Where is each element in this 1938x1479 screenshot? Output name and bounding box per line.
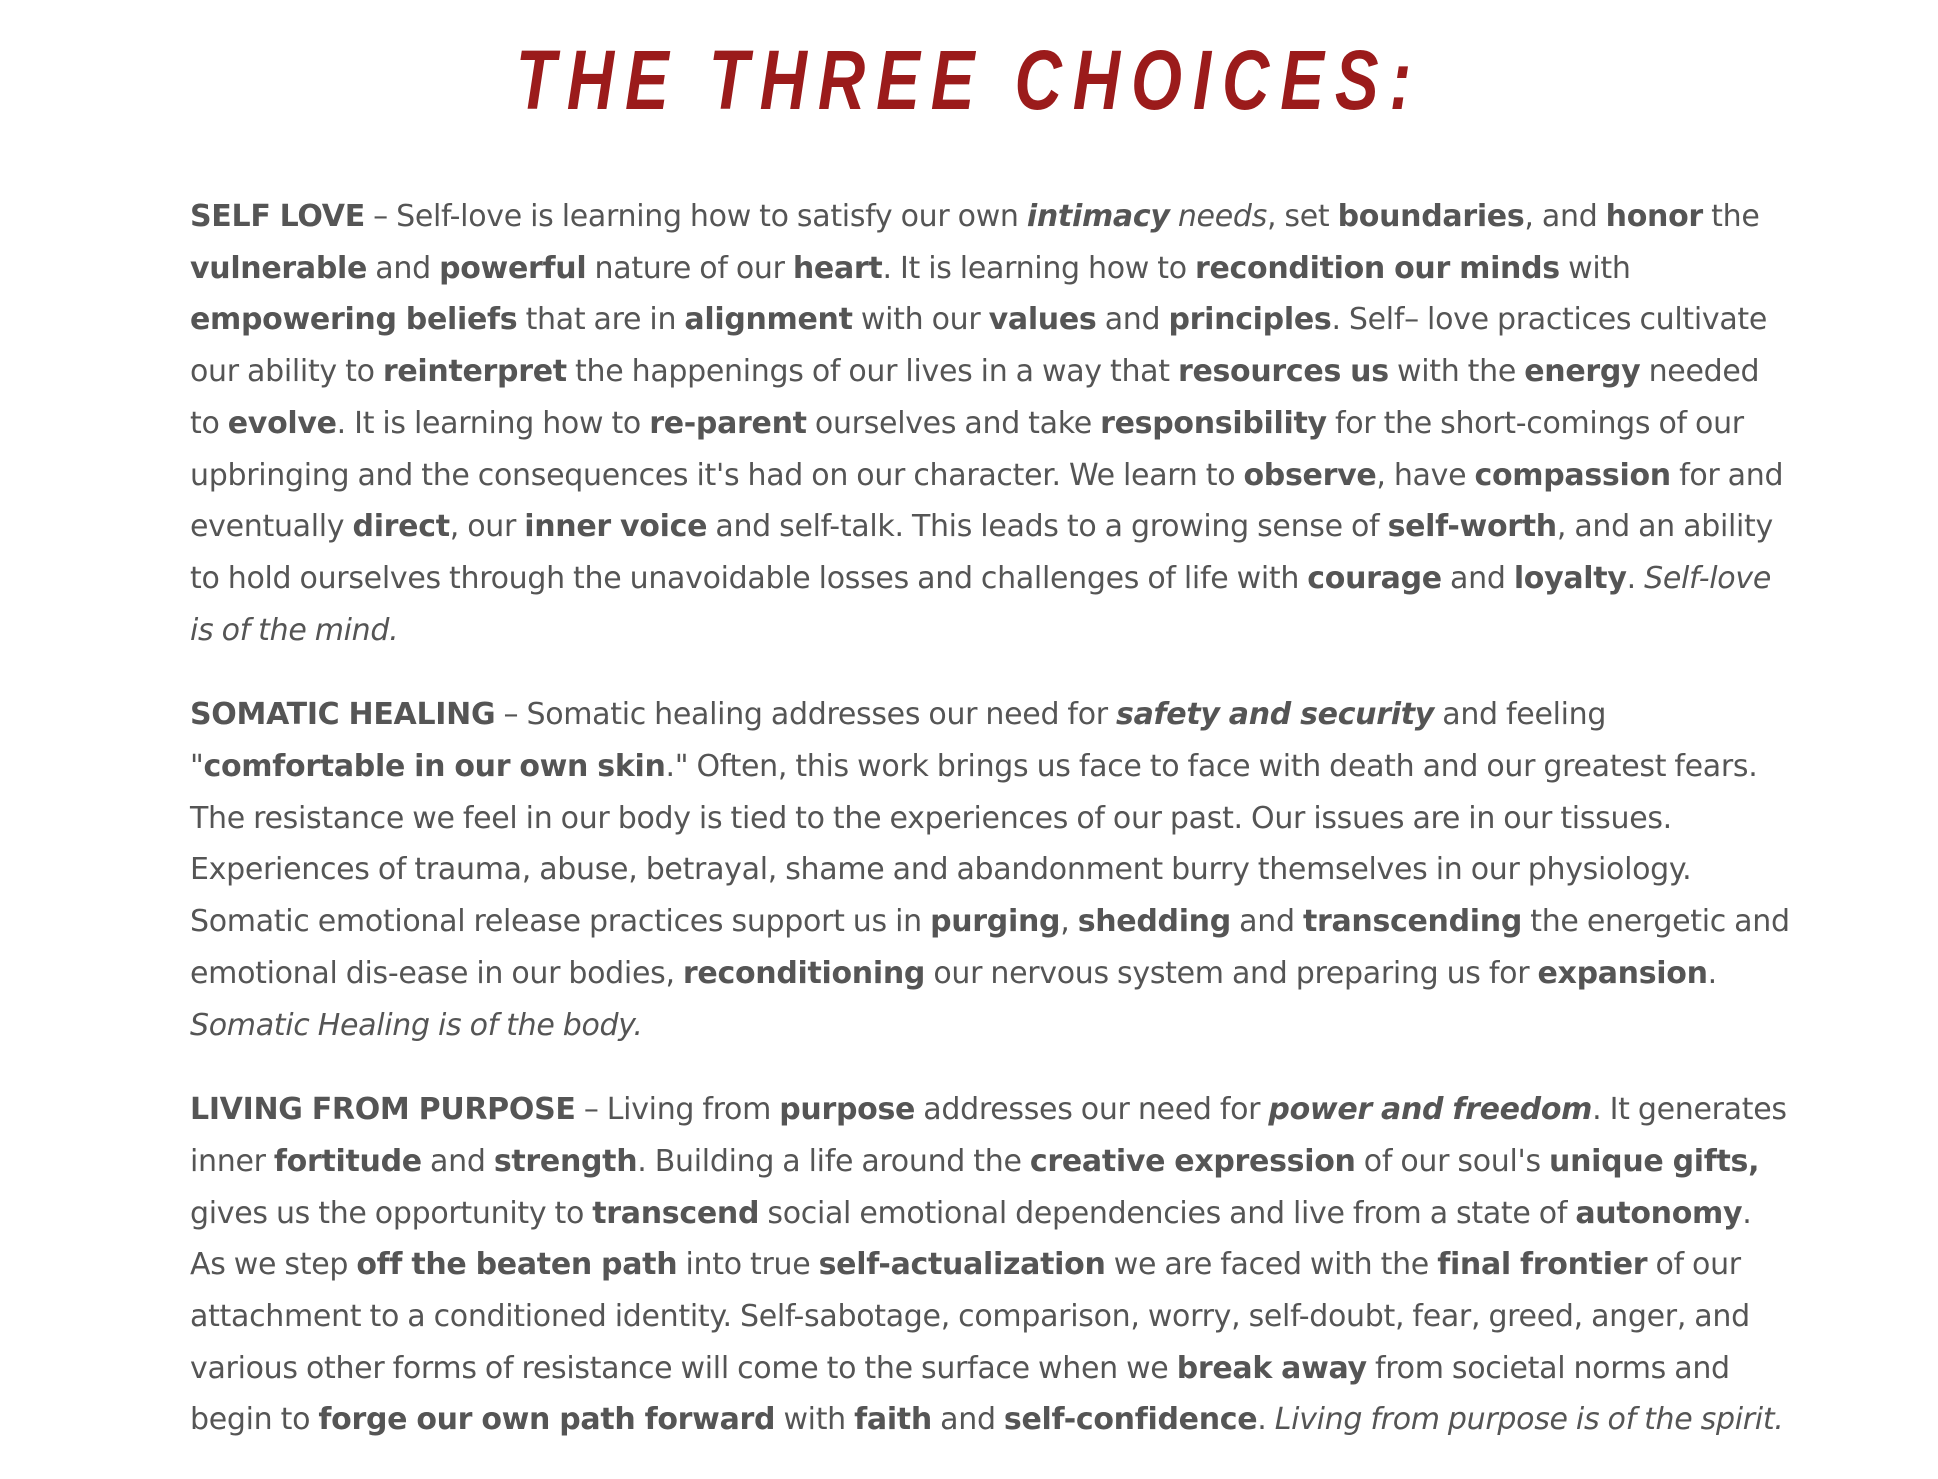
text-run: of our soul's — [1355, 1143, 1550, 1179]
section-somatic-healing — [190, 689, 1790, 1051]
text-run: . — [1707, 955, 1717, 991]
emphasis-bold: honor — [1605, 199, 1703, 234]
text-run: , set — [1266, 199, 1338, 234]
text-run: and self-talk. This leads to a growing sense of — [707, 509, 1388, 545]
section-heading: SOMATIC HEALING — [190, 697, 496, 733]
text-run: , our — [449, 509, 525, 545]
text-run: , have — [1376, 457, 1475, 493]
emphasis-bold: transcend — [592, 1195, 760, 1231]
text-run: for and eventually — [190, 457, 1784, 545]
section-heading: LIVING FROM PURPOSE — [190, 1092, 576, 1128]
emphasis-bold: self-actualization — [818, 1247, 1106, 1283]
text-run: gives us the opportunity to — [190, 1195, 593, 1231]
emphasis-bold: inner voice — [524, 509, 708, 545]
emphasis-bold: creative expression — [1029, 1143, 1356, 1179]
emphasis-bold: off the beaten path — [356, 1247, 678, 1283]
emphasis-bold: faith — [854, 1402, 932, 1438]
emphasis-bold: purpose — [779, 1092, 916, 1128]
emphasis-bold: strength — [493, 1143, 638, 1179]
emphasis-italic: Living from purpose is of the spirit. — [1274, 1402, 1784, 1438]
text-run: and feeling " — [190, 697, 1607, 785]
emphasis-bold: responsibility — [1100, 405, 1327, 441]
text-run: and — [1230, 904, 1303, 940]
emphasis-bold: empowering beliefs — [190, 302, 518, 338]
emphasis-bold: heart — [792, 250, 883, 286]
text-run: our nervous system and preparing us for — [925, 955, 1538, 991]
emphasis-italic: Self-love is of the mind. — [190, 560, 1771, 648]
text-run: – Somatic healing addresses our need for — [495, 697, 1117, 733]
section-living-from-purpose — [190, 1084, 1790, 1446]
text-run: and — [1096, 302, 1169, 338]
text-run: . It is learning how to — [882, 250, 1196, 286]
emphasis-bold: vulnerable — [190, 250, 368, 286]
emphasis-italic: needs — [1169, 199, 1267, 234]
emphasis-bold: observe — [1243, 457, 1377, 493]
emphasis-bold: energy — [1524, 354, 1641, 390]
emphasis-bold: alignment — [684, 302, 853, 338]
emphasis-bold-italic: safety and security — [1116, 697, 1435, 733]
emphasis-bold: powerful — [439, 250, 587, 286]
text-run: the happenings of our lives in a way that — [566, 354, 1178, 390]
emphasis-bold: self-confidence — [1003, 1402, 1258, 1438]
text-run: into true — [677, 1247, 819, 1283]
text-run: and — [421, 1143, 494, 1179]
text-run: , and — [1524, 199, 1606, 234]
text-run: nature of our — [586, 250, 793, 286]
emphasis-bold: break away — [1176, 1350, 1367, 1386]
text-run: and — [1441, 560, 1514, 596]
text-run: that are in — [517, 302, 685, 338]
emphasis-bold: recondition our minds — [1195, 250, 1560, 286]
emphasis-bold: principles — [1168, 302, 1332, 338]
text-run: we are faced with the — [1105, 1247, 1438, 1283]
text-run: . It is learning how to — [336, 405, 650, 441]
text-run: ourselves and take — [806, 405, 1101, 441]
text-run: and — [367, 250, 440, 286]
emphasis-bold: compassion — [1474, 457, 1671, 493]
emphasis-bold: loyalty — [1513, 560, 1627, 596]
text-run: and — [931, 1402, 1004, 1438]
emphasis-bold: autonomy — [1575, 1195, 1743, 1231]
emphasis-bold: reconditioning — [682, 955, 926, 991]
text-run: with — [1559, 250, 1631, 286]
section-heading: SELF LOVE — [190, 199, 365, 234]
text-run: . As we step — [190, 1195, 1752, 1283]
emphasis-bold: shedding — [1077, 904, 1231, 940]
text-run: the — [1702, 199, 1760, 234]
emphasis-bold: re-parent — [649, 405, 807, 441]
emphasis-bold: transcending — [1302, 904, 1523, 940]
page-title: THE THREE CHOICES: — [515, 33, 1423, 127]
emphasis-bold: final frontier — [1437, 1247, 1648, 1283]
emphasis-bold: fortitude — [273, 1143, 422, 1179]
emphasis-bold: unique gifts, — [1549, 1143, 1760, 1179]
emphasis-bold: comfortable in our own skin — [203, 749, 666, 785]
emphasis-bold: direct — [352, 509, 450, 545]
emphasis-bold: evolve — [227, 405, 337, 441]
emphasis-italic: Somatic Healing is of the body. — [190, 1007, 643, 1043]
text-run: , — [1060, 904, 1078, 940]
emphasis-bold: reinterpret — [382, 354, 567, 390]
emphasis-bold: self-worth — [1387, 509, 1557, 545]
text-run: . It generates inner — [190, 1092, 1787, 1179]
text-run: for the short-comings of our upbringing and the consequences it's had on our character. We learn to — [190, 405, 1744, 493]
text-run: – Self-love is learning how to satisfy our own — [364, 199, 1027, 234]
text-run: with our — [852, 302, 989, 338]
text-run: with the — [1388, 354, 1525, 390]
emphasis-bold: purging — [930, 904, 1061, 940]
text-run: . Building a life around the — [637, 1143, 1030, 1179]
text-run: the energetic and emotional dis-ease in our bodies, — [190, 904, 1790, 991]
section-self-love — [190, 191, 1790, 656]
emphasis-bold-italic: power and freedom — [1268, 1092, 1593, 1128]
emphasis-bold: expansion — [1537, 955, 1708, 991]
text-run: . — [1257, 1402, 1275, 1438]
text-run: from societal norms and begin to — [190, 1350, 1730, 1438]
text-run: of our attachment to a conditioned identity. Self-sabotage, comparison, worry, self-doubt, fear, greed, anger, and various other forms of resistance will come to the surface when we — [190, 1247, 1750, 1386]
text-run: needed to — [190, 354, 1760, 441]
article-body — [190, 191, 1790, 1479]
text-run: ." Often, this work brings us face to face with death and our greatest fears. The resistance we feel in our body is tied to the experiences of our past. Our issues are in our tissues. Experiences of trauma, abuse, betrayal, shame and abandonment burry themselves in our physiology. Somatic emotional release practices support us in — [190, 749, 1758, 940]
emphasis-bold: values — [988, 302, 1097, 338]
text-run: addresses our need for — [915, 1092, 1269, 1128]
text-run: social emotional dependencies and live from a state of — [759, 1195, 1576, 1231]
emphasis-bold: forge our own path forward — [318, 1402, 776, 1438]
emphasis-bold-italic: intimacy — [1026, 199, 1170, 234]
text-run: . Self– love practices cultivate our ability to — [190, 302, 1768, 390]
emphasis-bold: boundaries — [1337, 199, 1525, 234]
text-run: – Living from — [575, 1092, 780, 1128]
emphasis-bold: courage — [1307, 560, 1442, 596]
text-run: with — [775, 1402, 855, 1438]
emphasis-bold: resources us — [1177, 354, 1389, 390]
text-run: , and an ability to hold ourselves through the unavoidable losses and challenges of life with — [190, 509, 1773, 596]
text-run: . — [1626, 560, 1645, 596]
